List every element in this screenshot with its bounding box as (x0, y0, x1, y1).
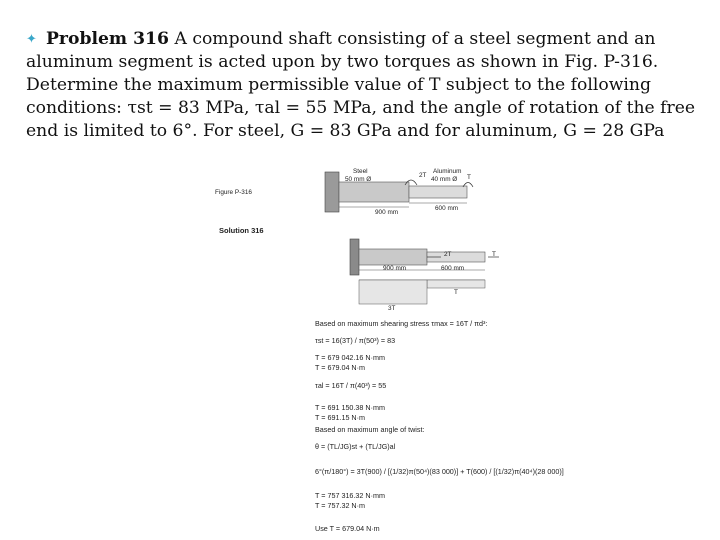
solution-step: T = 679.04 N·m (315, 363, 366, 372)
torque-diagram-steel (359, 280, 427, 304)
aluminum-diameter: 40 mm Ø (431, 176, 458, 183)
solution-step: T = 691.15 N·m (315, 413, 366, 422)
solution-step: θ = (TL/JG)st + (TL/JG)al (315, 442, 396, 451)
torque-diagram-t-label: T (454, 289, 458, 296)
aluminum-length: 600 mm (435, 205, 459, 212)
solution-step: Based on maximum angle of twist: (315, 425, 425, 434)
solution-step: T = 679 042.16 N·mm (315, 353, 385, 362)
solution-final-answer: Use T = 679.04 N·m (315, 524, 380, 533)
solution-step: T = 691 150.38 N·mm (315, 403, 385, 412)
steel-length: 900 mm (375, 209, 399, 216)
figure-panel (205, 157, 564, 540)
solution-step: 6°(π/180°) = 3T(900) / [(1/32)π(50⁴)(83 000)] + T(600) / [(1/32)π(40⁴)(28 000)] (315, 467, 564, 476)
solution-step: Based on maximum shearing stress τmax = 16T / πd³: (315, 319, 488, 328)
torque-t-label: T (467, 174, 471, 181)
solution-steel-length: 900 mm (383, 265, 407, 272)
torque-2t-label: 2T (419, 172, 427, 179)
aluminum-label: Aluminum (433, 168, 462, 175)
problem-statement (26, 28, 716, 143)
torque-diagram-3t-label: 3T (388, 305, 396, 312)
solution-heading: Solution 316 (219, 226, 264, 235)
solution-al-length: 600 mm (441, 265, 465, 272)
slide-bullet-icon: ✦ (26, 32, 37, 47)
fixed-wall (325, 172, 339, 212)
solution-wall (350, 239, 359, 275)
problem-title: Problem 316 (46, 29, 169, 49)
solution-2t-label: 2T (444, 251, 452, 258)
steel-diameter: 50 mm Ø (345, 176, 372, 183)
solution-step: τst = 16(3T) / π(50³) = 83 (315, 336, 396, 345)
steel-label: Steel (353, 168, 368, 175)
solution-t-label: T (492, 251, 496, 258)
problem-body: A compound shaft consisting of a steel segment and an aluminum segment is acted upon by two torques as shown in Fig. P-316. Determine the maximum permissible value of T subject to the following conditions: τst = 83 MPa, τal = 55 MPa, and the angle of rotation of the free end is limited to 6°. For steel, G = 83 GPa and for aluminum, G = 28 GPa (26, 29, 696, 141)
figure-label: Figure P-316 (215, 189, 252, 196)
torque-diagram-al (427, 280, 485, 288)
solution-step: τal = 16T / π(40³) = 55 (315, 381, 387, 390)
aluminum-segment (409, 186, 467, 198)
solution-step: T = 757.32 N·m (315, 501, 366, 510)
solution-steel (359, 249, 427, 265)
solution-step: T = 757 316.32 N·mm (315, 491, 385, 500)
steel-segment (339, 182, 409, 202)
